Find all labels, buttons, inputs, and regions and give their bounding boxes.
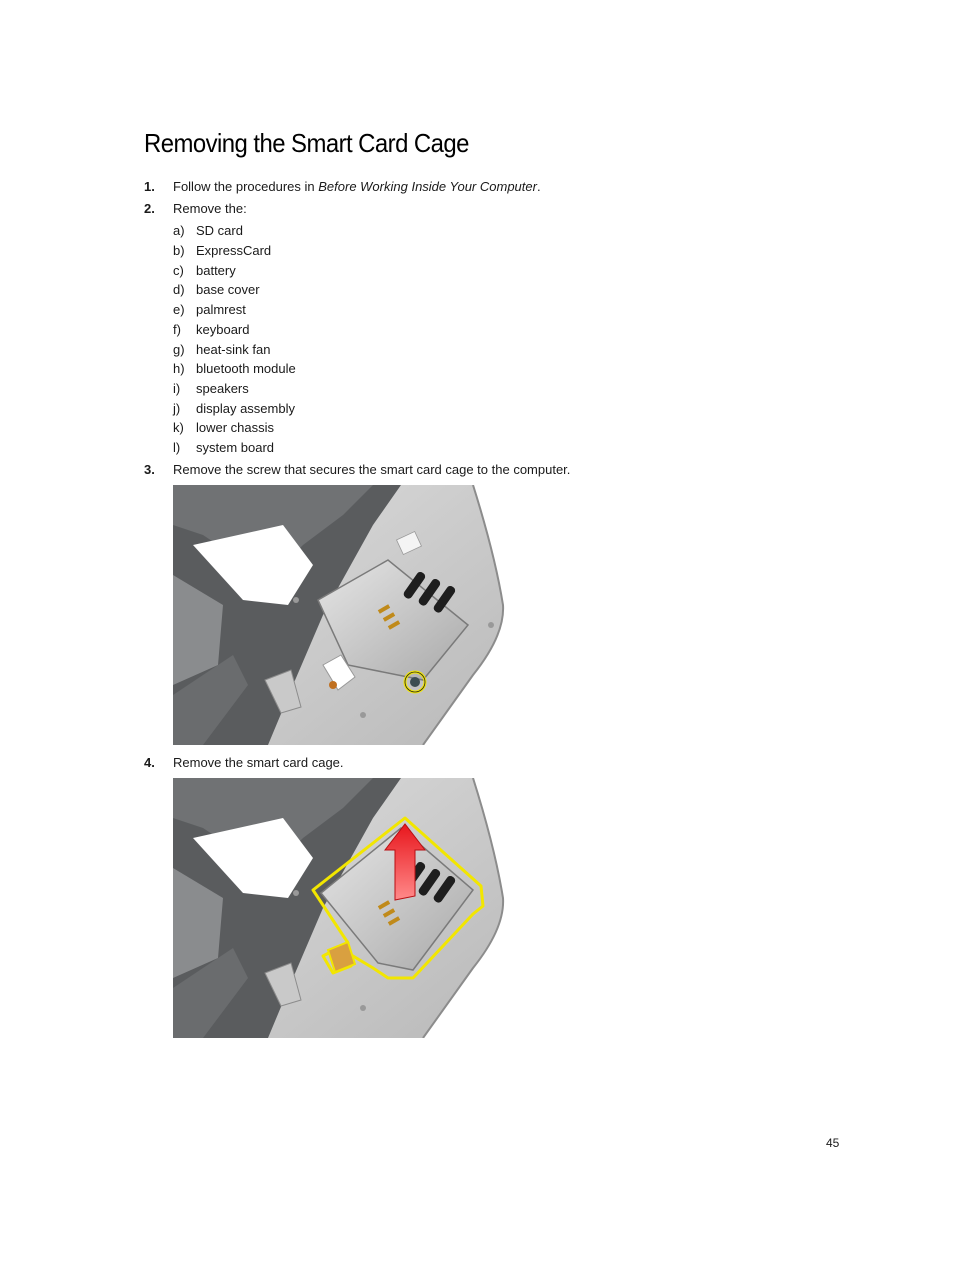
list-item: k) lower chassis xyxy=(173,420,275,435)
step-number: 4. xyxy=(144,755,155,770)
step-text: Remove the screw that secures the smart card cage to the computer. xyxy=(173,462,571,477)
list-item: f) keyboard xyxy=(173,322,250,337)
list-item: a) SD card xyxy=(173,223,243,238)
list-item: d) base cover xyxy=(173,282,260,297)
page-number: 45 xyxy=(826,1136,840,1150)
page-title: Removing the Smart Card Cage xyxy=(144,128,469,158)
list-item: c) battery xyxy=(173,263,236,278)
step-number: 2. xyxy=(144,201,155,216)
list-item: g) heat-sink fan xyxy=(173,342,271,357)
list-item: i) speakers xyxy=(173,381,249,396)
step-number: 3. xyxy=(144,462,155,477)
list-item: h) bluetooth module xyxy=(173,361,296,376)
list-item: e) palmrest xyxy=(173,302,246,317)
step-text: Remove the smart card cage. xyxy=(173,755,344,770)
cross-reference-link[interactable]: Before Working Inside Your Computer xyxy=(318,179,537,194)
list-item: l) system board xyxy=(173,440,275,455)
step-text: Remove the: xyxy=(173,201,247,216)
smart-card-cage-removal-photo xyxy=(173,778,507,1038)
step-number: 1. xyxy=(144,179,155,194)
step-text: Follow the procedures in Before Working Inside Your Computer. xyxy=(173,179,541,194)
screw-removal-photo xyxy=(173,485,507,745)
list-item: b) ExpressCard xyxy=(173,243,272,258)
list-item: j) display assembly xyxy=(173,401,295,416)
